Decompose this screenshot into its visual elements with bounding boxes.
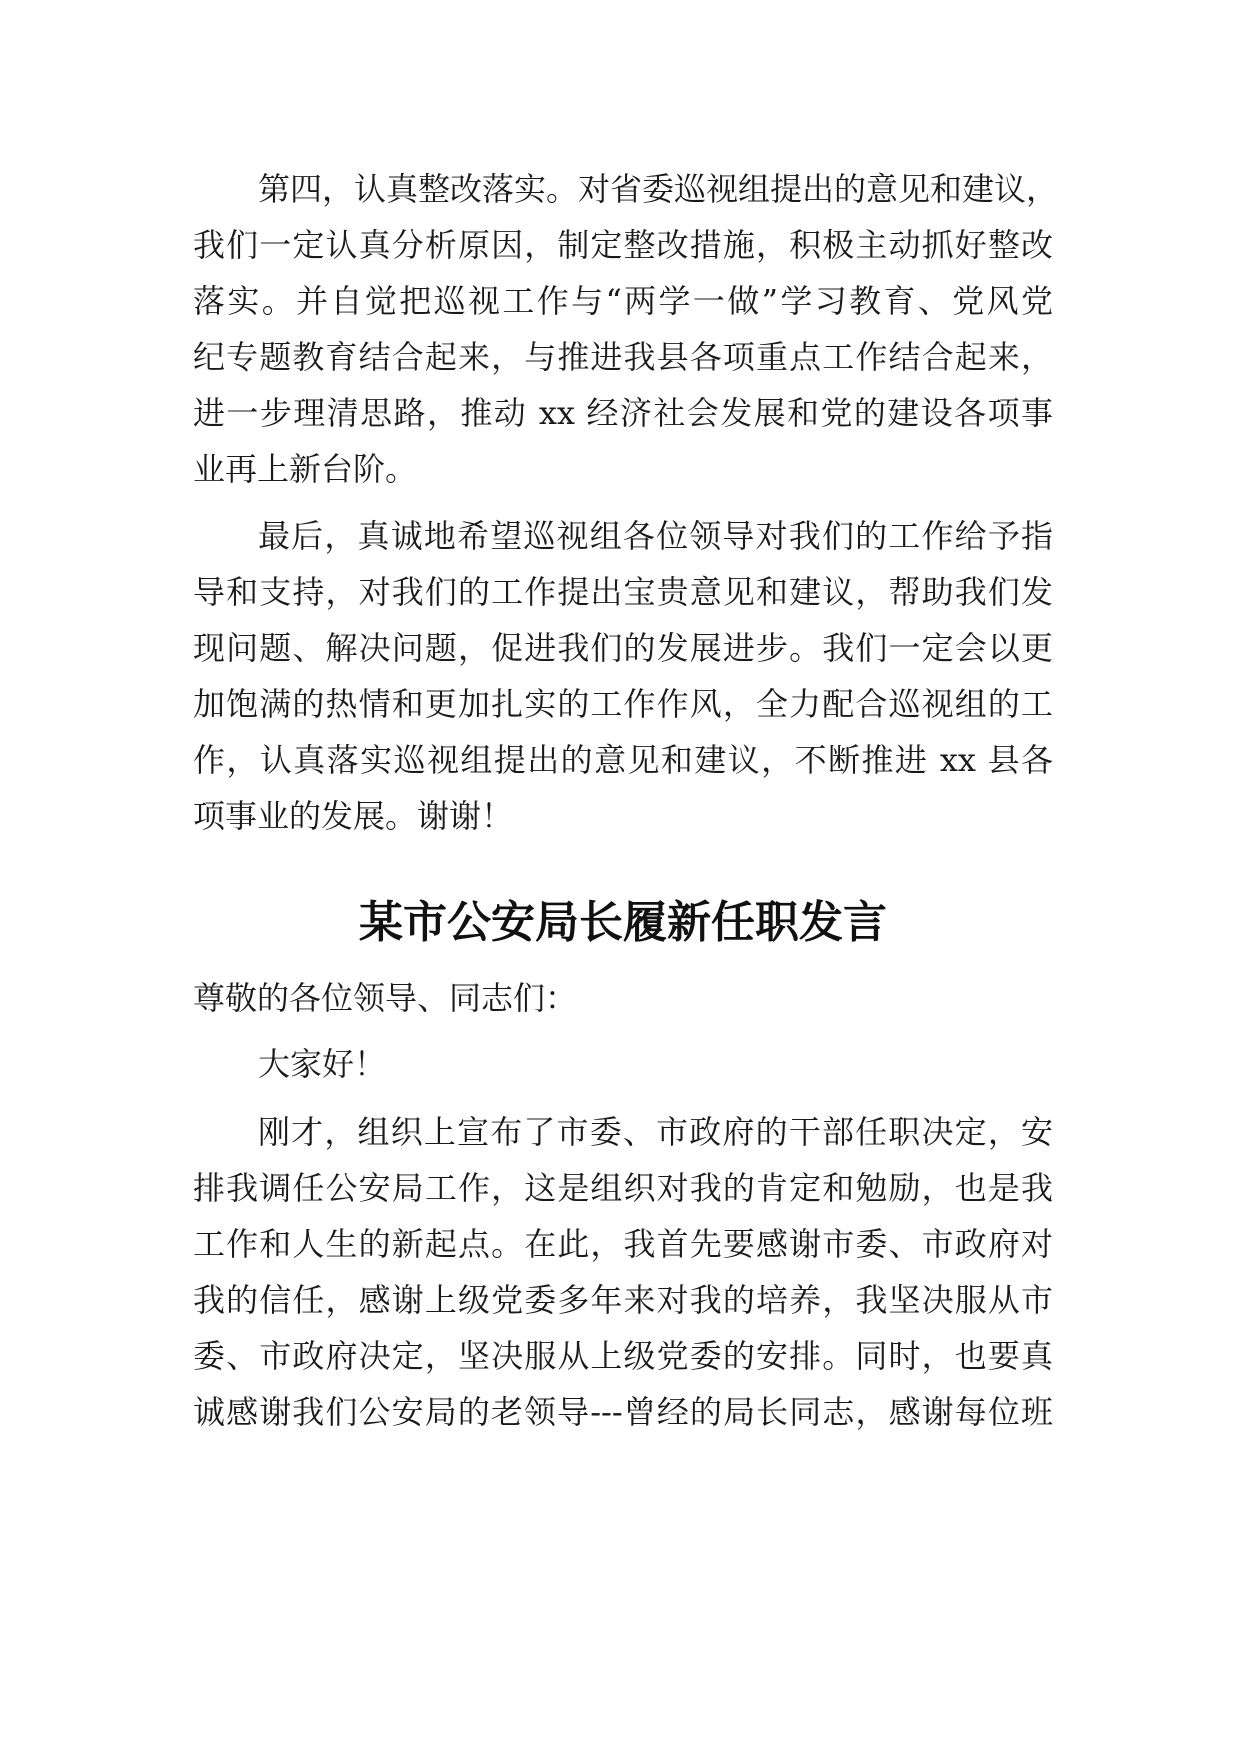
paragraph-2-line-3: 现问题、解决问题，促进我们的发展进步。我们一定会以更 bbox=[193, 629, 1053, 667]
paragraph-3-line-4: 我的信任，感谢上级党委多年来对我的培养，我坚决服从市 bbox=[193, 1281, 1053, 1319]
paragraph-1-line-1: 第四，认真整改落实。对省委巡视组提出的意见和建议， bbox=[258, 170, 1059, 208]
paragraph-3-line-3: 工作和人生的新起点。在此，我首先要感谢市委、市政府对 bbox=[193, 1225, 1053, 1263]
document-title: 某市公安局长履新任职发言 bbox=[359, 897, 887, 948]
paragraph-2-line-4: 加饱满的热情和更加扎实的工作作风，全力配合巡视组的工 bbox=[193, 685, 1053, 723]
paragraph-3-line-6: 诚感谢我们公安局的老领导---曾经的局长同志，感谢每位班 bbox=[193, 1393, 1053, 1431]
paragraph-2-line-2: 导和支持，对我们的工作提出宝贵意见和建议，帮助我们发 bbox=[193, 573, 1053, 611]
greeting: 大家好！ bbox=[258, 1045, 387, 1083]
paragraph-1-line-5: 进一步理清思路，推动 xx 经济社会发展和党的建设各项事 bbox=[193, 394, 1053, 432]
paragraph-1-line-4: 纪专题教育结合起来，与推进我县各项重点工作结合起来， bbox=[193, 338, 1053, 376]
paragraph-2-line-5: 作，认真落实巡视组提出的意见和建议，不断推进 xx 县各 bbox=[193, 741, 1053, 779]
paragraph-1-line-3: 落实。并自觉把巡视工作与“两学一做”学习教育、党风党 bbox=[193, 282, 1053, 320]
paragraph-1-line-2: 我们一定认真分析原因，制定整改措施，积极主动抓好整改 bbox=[193, 226, 1053, 264]
paragraph-1-line-6: 业再上新台阶。 bbox=[193, 450, 418, 488]
paragraph-2-line-1: 最后，真诚地希望巡视组各位领导对我们的工作给予指 bbox=[258, 517, 1053, 555]
paragraph-3-line-1: 刚才，组织上宣布了市委、市政府的干部任职决定，安 bbox=[258, 1113, 1053, 1151]
paragraph-3-line-5: 委、市政府决定，坚决服从上级党委的安排。同时，也要真 bbox=[193, 1337, 1053, 1375]
salutation: 尊敬的各位领导、同志们： bbox=[193, 979, 578, 1017]
paragraph-3-line-2: 排我调任公安局工作，这是组织对我的肯定和勉励，也是我 bbox=[193, 1169, 1053, 1207]
paragraph-2-line-6: 项事业的发展。谢谢！ bbox=[193, 797, 514, 835]
